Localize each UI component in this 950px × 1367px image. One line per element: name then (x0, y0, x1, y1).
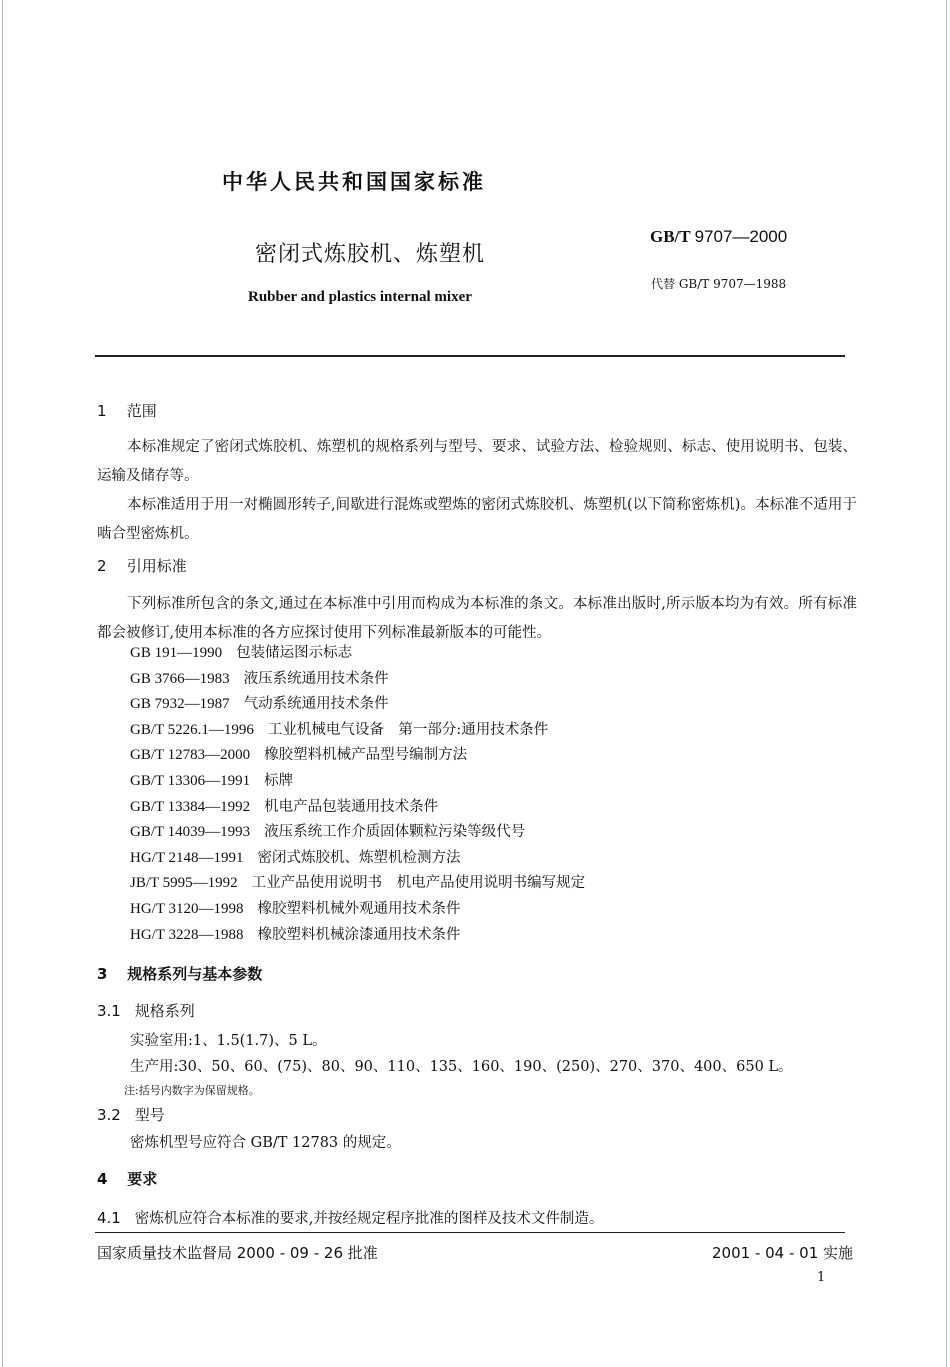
section-number: 3 (97, 965, 108, 983)
reference-item (130, 923, 585, 949)
reference-code: GB/T 12783—2000 (130, 747, 251, 764)
reference-title: 气动系统通用技术条件 (243, 696, 389, 713)
reference-code: GB/T 13384—1992 (130, 798, 251, 815)
spec-note: 注:括号内数字为保留规格。 (124, 1084, 260, 1097)
implementation-date: 2001 - 04 - 01 实施 (712, 1244, 854, 1262)
section-title: 范围 (126, 402, 157, 420)
section-4-heading (97, 1168, 157, 1189)
reference-code: GB/T 13306—1991 (130, 772, 251, 789)
reference-item (130, 897, 585, 923)
section-number: 4 (97, 1170, 108, 1188)
section-title: 引用标准 (126, 557, 187, 575)
section-1-paragraph-1: 本标准规定了密闭式炼胶机、炼塑机的规格系列与型号、要求、试验方法、检验规则、标志、使用说明书、包装、运输及储存等。 (97, 439, 857, 484)
reference-code: GB 7932—1987 (130, 696, 230, 713)
reference-title: 机电产品包装通用技术条件 (264, 798, 439, 815)
reference-code: JB/T 5995—1992 (130, 875, 238, 892)
reference-code: GB/T 5226.1—1996 (130, 721, 254, 738)
section-2-heading (97, 555, 187, 576)
standard-code-prefix: GB/T (650, 227, 691, 246)
standard-title: 中华人民共和国国家标准 (222, 170, 486, 194)
reference-title: 工业机械电气设备 第一部分:通用技术条件 (267, 721, 549, 738)
section-1-paragraph-2: 本标准适用于用一对椭圆形转子,间歇进行混炼或塑炼的密闭式炼胶机、炼塑机(以下简称密炼机)。本标准不适用于啮合型密炼机。 (97, 497, 857, 542)
english-title: Rubber and plastics internal mixer (248, 289, 472, 305)
section-2-intro: 下列标准所包含的条文,通过在本标准中引用而构成为本标准的条文。本标准出版时,所示版本均为有效。所有标准都会被修订,使用本标准的各方应探讨使用下列标准最新版本的可能性。 (97, 596, 857, 641)
subsection-title: 型号 (134, 1106, 165, 1124)
reference-list (130, 641, 585, 948)
reference-code: HG/T 3120—1998 (130, 900, 244, 917)
reference-title: 橡胶塑料机械产品型号编制方法 (264, 747, 468, 764)
scan-edge-left (2, 0, 3, 1367)
subsection-number: 3.2 (97, 1106, 121, 1124)
page-number: 1 (817, 1270, 826, 1285)
reference-item (130, 820, 585, 846)
header-divider (95, 355, 845, 357)
subsection-3-1-heading (97, 1000, 195, 1021)
approval-note: 国家质量技术监督局 2000 - 09 - 26 批准 (97, 1244, 378, 1262)
reference-item (130, 846, 585, 872)
reference-title: 橡胶塑料机械外观通用技术条件 (257, 900, 461, 917)
section-1-heading (97, 400, 157, 421)
reference-item (130, 692, 585, 718)
reference-item (130, 718, 585, 744)
reference-code: HG/T 3228—1988 (130, 926, 244, 943)
reference-title: 液压系统通用技术条件 (243, 670, 389, 687)
standard-code (650, 227, 787, 247)
spec-production: 生产用:30、50、60、(75)、80、90、110、135、160、190、(250)、270、370、400、650 L。 (130, 1059, 793, 1075)
replaces-note: 代替 GB/T 9707—1988 (651, 277, 787, 291)
reference-title: 工业产品使用说明书 机电产品使用说明书编写规定 (251, 875, 586, 892)
reference-item (130, 641, 585, 667)
reference-item (130, 743, 585, 769)
footer-divider (95, 1232, 845, 1233)
document-title: 密闭式炼胶机、炼塑机 (255, 242, 486, 267)
subsection-4-1 (97, 1207, 603, 1228)
spec-lab: 实验室用:1、1.5(1.7)、5 L。 (130, 1033, 327, 1049)
scan-edge-right (946, 0, 947, 1367)
subsection-title: 规格系列 (134, 1002, 195, 1020)
reference-item (130, 769, 585, 795)
reference-title: 标牌 (264, 772, 294, 789)
subsection-number: 4.1 (97, 1209, 121, 1227)
reference-code: HG/T 2148—1991 (130, 849, 244, 866)
reference-item (130, 667, 585, 693)
reference-code: GB 191—1990 (130, 645, 223, 661)
reference-title: 液压系统工作介质固体颗粒污染等级代号 (264, 824, 526, 841)
section-3-heading (97, 963, 262, 984)
section-number: 1 (97, 402, 107, 420)
reference-code: GB 3766—1983 (130, 670, 230, 687)
reference-item (130, 795, 585, 821)
section-number: 2 (97, 557, 107, 575)
subsection-number: 3.1 (97, 1002, 121, 1020)
reference-item (130, 871, 585, 897)
subsection-3-2-heading (97, 1104, 165, 1125)
section-title: 要求 (127, 1170, 158, 1188)
standard-code-number: 9707—2000 (694, 227, 788, 246)
model-text: 密炼机型号应符合 GB/T 12783 的规定。 (130, 1135, 401, 1151)
reference-title: 橡胶塑料机械涂漆通用技术条件 (257, 926, 461, 943)
reference-title: 包装储运图示标志 (236, 645, 353, 661)
reference-title: 密闭式炼胶机、炼塑机检测方法 (257, 849, 461, 866)
reference-code: GB/T 14039—1993 (130, 824, 251, 841)
section-title: 规格系列与基本参数 (127, 965, 263, 983)
subsection-text: 密炼机应符合本标准的要求,并按经规定程序批准的图样及技术文件制造。 (134, 1211, 604, 1227)
